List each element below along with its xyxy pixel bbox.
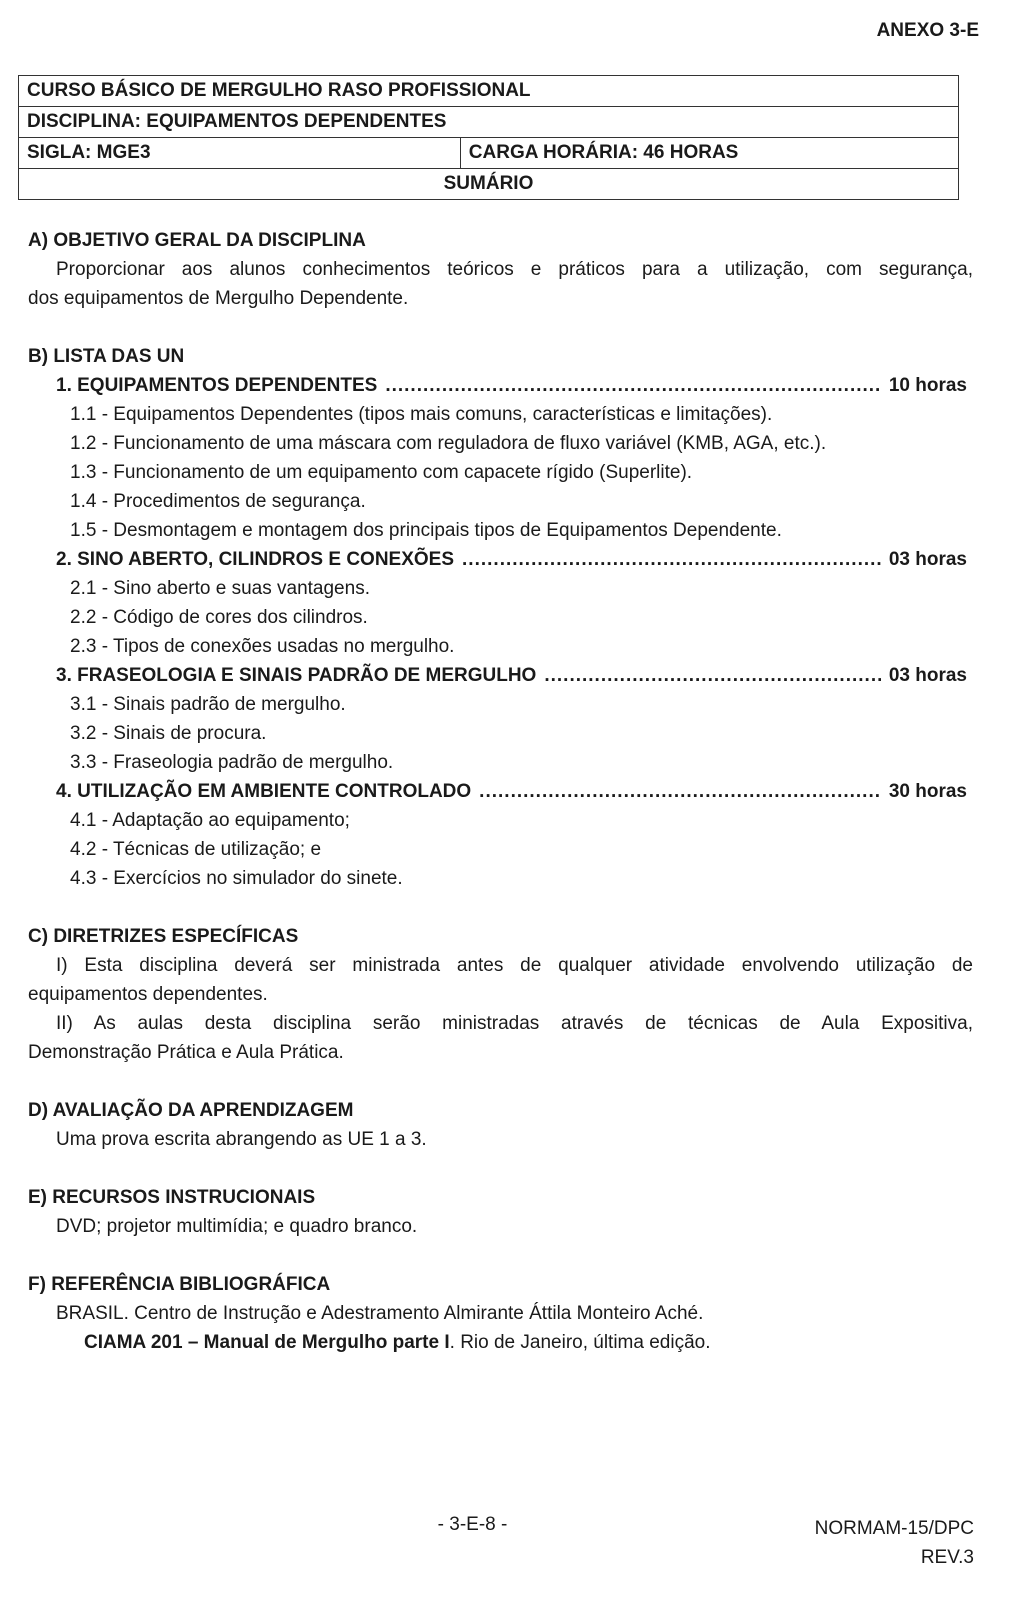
- page-number: - 3-E-8 -: [437, 1514, 508, 1535]
- section-d-title: D) AVALIAÇÃO DA APRENDIZAGEM: [28, 1100, 354, 1121]
- list-item: 3.3 - Fraseologia padrão de mergulho.: [70, 752, 394, 773]
- unit-hours: 30 horas: [888, 781, 967, 802]
- footer-reference: [815, 1514, 974, 1572]
- reference-line-1: BRASIL. Centro de Instrução e Adestramento Almirante Áttila Monteiro Aché.: [56, 1303, 704, 1324]
- workload-hours: CARGA HORÁRIA: 46 HORAS: [460, 138, 958, 169]
- list-item: 4.1 - Adaptação ao equipamento;: [70, 810, 350, 831]
- unit-2-heading: [28, 545, 973, 574]
- dot-leader: [479, 777, 881, 806]
- list-item: 3.2 - Sinais de procura.: [70, 723, 267, 744]
- list-item: 2.2 - Código de cores dos cilindros.: [70, 607, 368, 628]
- list-item: 1.1 - Equipamentos Dependentes (tipos mais comuns, características e limitações).: [70, 404, 773, 425]
- section-c-p1-line-1: I) Esta disciplina deverá ser ministrada antes de qualquer atividade envolvendo utilização de: [56, 955, 973, 976]
- section-a-title: A) OBJETIVO GERAL DA DISCIPLINA: [28, 230, 366, 251]
- reference-line-2: [28, 1328, 973, 1357]
- section-c-p2-line-2: Demonstração Prática e Aula Prática.: [28, 1042, 344, 1063]
- norm-code: NORMAM-15/DPC: [814, 1518, 974, 1539]
- unit-hours: 10 horas: [888, 375, 967, 396]
- section-b-title: B) LISTA DAS UN: [28, 346, 185, 367]
- section-d-text: Uma prova escrita abrangendo as UE 1 a 3.: [56, 1129, 427, 1150]
- annex-label: ANEXO 3-E: [876, 20, 979, 41]
- unit-hours: 03 horas: [888, 665, 967, 686]
- unit-title: 1. EQUIPAMENTOS DEPENDENTES: [56, 375, 378, 396]
- section-a-line-1: Proporcionar aos alunos conhecimentos teóricos e práticos para a utilização, com segurança,: [56, 259, 973, 280]
- section-c-p1-line-2: equipamentos dependentes.: [28, 984, 268, 1005]
- dot-leader: [462, 545, 881, 574]
- section-e-title: E) RECURSOS INSTRUCIONAIS: [28, 1187, 316, 1208]
- section-f-title: F) REFERÊNCIA BIBLIOGRÁFICA: [28, 1274, 331, 1295]
- list-item: 2.1 - Sino aberto e suas vantagens.: [70, 578, 370, 599]
- section-c-title: C) DIRETRIZES ESPECÍFICAS: [28, 926, 299, 947]
- unit-3-heading: [28, 661, 973, 690]
- revision: REV.3: [920, 1547, 974, 1568]
- list-item: 1.4 - Procedimentos de segurança.: [70, 491, 366, 512]
- unit-1-heading: [28, 371, 973, 400]
- section-c-p2-line-1: II) As aulas desta disciplina serão ministradas através de técnicas de Aula Expositiva,: [56, 1013, 973, 1034]
- section-e-text: DVD; projetor multimídia; e quadro branco.: [56, 1216, 418, 1237]
- unit-title: 2. SINO ABERTO, CILINDROS E CONEXÕES: [56, 549, 455, 570]
- reference-publisher: . Rio de Janeiro, última edição.: [449, 1332, 711, 1353]
- unit-4-heading: [28, 777, 973, 806]
- dot-leader: [385, 371, 881, 400]
- discipline-name: DISCIPLINA: EQUIPAMENTOS DEPENDENTES: [19, 107, 959, 138]
- list-item: 1.2 - Funcionamento de uma máscara com reguladora de fluxo variável (KMB, AGA, etc.).: [70, 433, 827, 454]
- document-body: [28, 226, 973, 1357]
- discipline-code: SIGLA: MGE3: [19, 138, 461, 169]
- list-item: 4.2 - Técnicas de utilização; e: [70, 839, 322, 860]
- list-item: 4.3 - Exercícios no simulador do sinete.: [70, 868, 403, 889]
- course-header-table: [18, 75, 959, 200]
- unit-hours: 03 horas: [888, 549, 967, 570]
- list-item: 2.3 - Tipos de conexões usadas no mergulho.: [70, 636, 455, 657]
- list-item: 3.1 - Sinais padrão de mergulho.: [70, 694, 346, 715]
- dot-leader: [544, 661, 881, 690]
- unit-title: 4. UTILIZAÇÃO EM AMBIENTE CONTROLADO: [56, 781, 472, 802]
- summary-heading: SUMÁRIO: [19, 169, 959, 200]
- reference-book-title: CIAMA 201 – Manual de Mergulho parte I: [84, 1332, 450, 1353]
- list-item: 1.5 - Desmontagem e montagem dos principais tipos de Equipamentos Dependente.: [70, 520, 782, 541]
- section-a-line-2: dos equipamentos de Mergulho Dependente.: [28, 288, 409, 309]
- course-name: CURSO BÁSICO DE MERGULHO RASO PROFISSIONAL: [19, 76, 959, 107]
- list-item: 1.3 - Funcionamento de um equipamento com capacete rígido (Superlite).: [70, 462, 693, 483]
- unit-title: 3. FRASEOLOGIA E SINAIS PADRÃO DE MERGULHO: [56, 665, 537, 686]
